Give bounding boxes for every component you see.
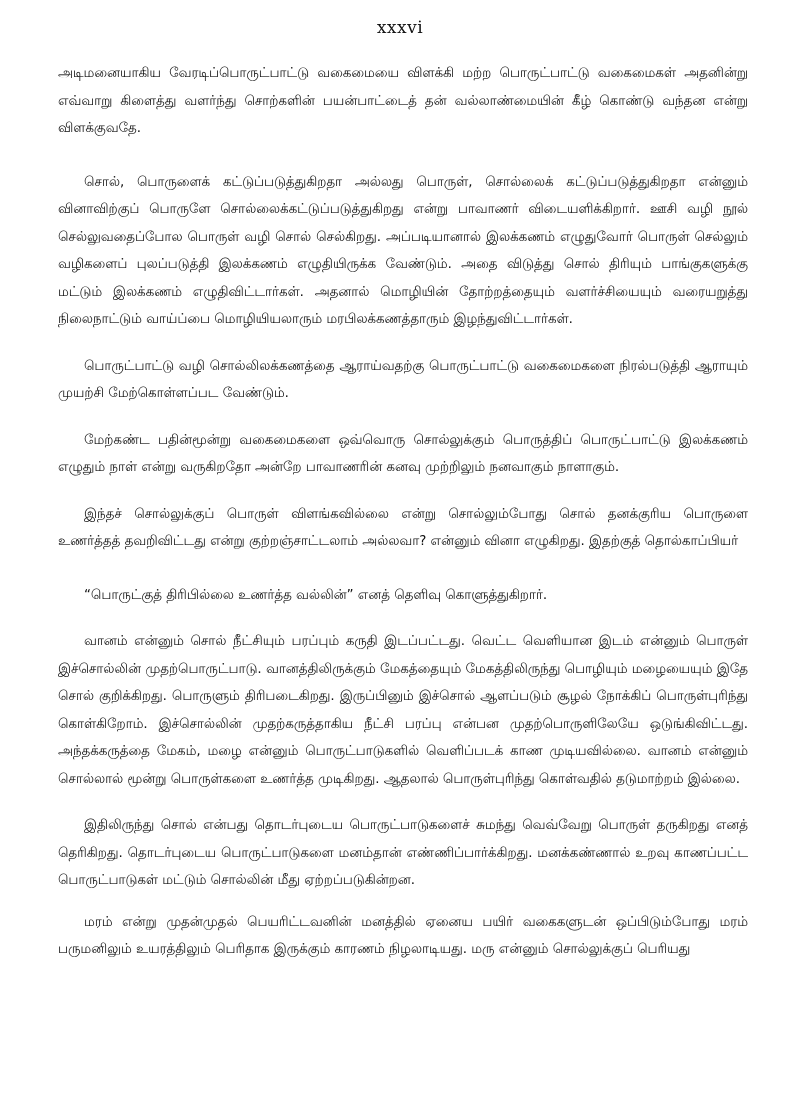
paragraph-1: அடிமனையாகிய வேரடிப்பொருட்பாட்டு வகைமையை விளக்கி மற்ற பொருட்பாட்டு வகைமைகள் அதனின்று எவ்வாறு கிளைத்து வளர்ந்து சொற்களின் பயன்பாட்டைத் தன் வல்லாண்மையின் கீழ் கொண்டு வந்தன என்று விளக்குவதே. <box>58 66 748 136</box>
paragraph-9: மரம் என்று முதன்முதல் பெயரிட்டவனின் மனத்தில் ஏனைய பயிர் வகைகளுடன் ஒப்பிடும்போது மரம் பருமனிலும் உயரத்திலும் பெரிதாக இருக்கும் காரணம் நிழலாடியது. மரு என்னும் சொல்லுக்குப் பெரியது <box>58 914 748 957</box>
quotation-paragraph: “பொருட்குத் திரிபில்லை உணர்த்த வல்லின்” எனத் தெளிவு கொளுத்துகிறார். <box>84 587 548 603</box>
paragraph-8: இதிலிருந்து சொல் என்பது தொடர்புடைய பொருட்பாடுகளைச் சுமந்து வெவ்வேறு பொருள் தருகிறது எனத் தெரிகிறது. தொடர்புடைய பொருட்பாடுகளை மனம்தான் எண்ணிப்பார்க்கிறது. மனக்கண்ணால் உறவு காணப்பட்ட பொருட்பாடுகள் மட்டும் சொல்லின் மீது ஏற்றப்படுகின்றன. <box>58 818 748 888</box>
paragraph-4: மேற்கண்ட பதின்மூன்று வகைமைகளை ஒவ்வொரு சொல்லுக்கும் பொருத்திப் பொருட்பாட்டு இலக்கணம் எழுதும் நாள் என்று வருகிறதோ அன்றே பாவாணரின் கனவு முற்றிலும் நனவாகும் நாளாகும். <box>58 432 748 475</box>
page-number: xxxvi <box>376 18 424 38</box>
body-text <box>58 60 748 964</box>
paragraph-7: வானம் என்னும் சொல் நீட்சியும் பரப்பும் கருதி இடப்பட்டது. வெட்ட வெளியான இடம் என்னும் பொருள் இச்சொல்லின் முதற்பொருட்பாடு. வானத்திலிருக்கும் மேகத்தையும் மேகத்திலிருந்து பொழியும் மழையையும் இதே சொல் குறிக்கிறது. பொருளும் திரிபடைகிறது. இருப்பினும் இச்சொல் ஆளப்படும் சூழல் நோக்கிப் பொருள்புரிந்து கொள்கிறோம். இச்சொல்லின் முதற்கருத்தாகிய நீட்சி பரப்பு என்பன முதற்பொருளிலேயே ஒடுங்கிவிட்டது. அந்தக்கருத்தை மேகம், மழை என்னும் பொருட்பாடுகளில் வெளிப்படக் காண முடியவில்லை. வானம் என்னும் சொல்லால் மூன்று பொருள்களை உணர்த்த முடிகிறது. ஆதலால் பொருள்புரிந்து கொள்வதில் தடுமாற்றம் இல்லை. <box>58 634 748 787</box>
paragraph-2: சொல், பொருளைக் கட்டுப்படுத்துகிறதா அல்லது பொருள், சொல்லைக் கட்டுப்படுத்துகிறதா என்னும் வினாவிற்குப் பொருளே சொல்லைக்கட்டுப்படுத்துகிறது என்று பாவாணர் விடையளிக்கிறார். ஊசி வழி நூல் செல்லுவதைப்போல பொருள் வழி சொல் செல்கிறது. அப்படியானால் இலக்கணம் எழுதுவோர் பொருள் செல்லும் வழிகளைப் புலப்படுத்தி இலக்கணம் எழுதியிருக்க வேண்டும். அதை விடுத்து சொல் திரியும் பாங்குகளுக்கு மட்டும் இலக்கணம் எழுதிவிட்டார்கள். அதனால் மொழியின் தோற்றத்தையும் வளர்ச்சியையும் வரையறுத்து நிலைநாட்டும் வாய்ப்பை மொழியியலாரும் மரபிலக்கணத்தாரும் இழந்துவிட்டார்கள். <box>58 174 748 327</box>
paragraph-5: இந்தச் சொல்லுக்குப் பொருள் விளங்கவில்லை என்று சொல்லும்போது சொல் தனக்குரிய பொருளை உணர்த்தத் தவறிவிட்டது என்று குற்றஞ்சாட்டலாம் அல்லவா? என்னும் வினா எழுகிறது. இதற்குத் தொல்காப்பியர் <box>58 506 748 549</box>
paragraph-3: பொருட்பாட்டு வழி சொல்லிலக்கணத்தை ஆராய்வதற்கு பொருட்பாட்டு வகைமைகளை நிரல்படுத்தி ஆராயும் முயற்சி மேற்கொள்ளப்பட வேண்டும். <box>58 358 748 401</box>
